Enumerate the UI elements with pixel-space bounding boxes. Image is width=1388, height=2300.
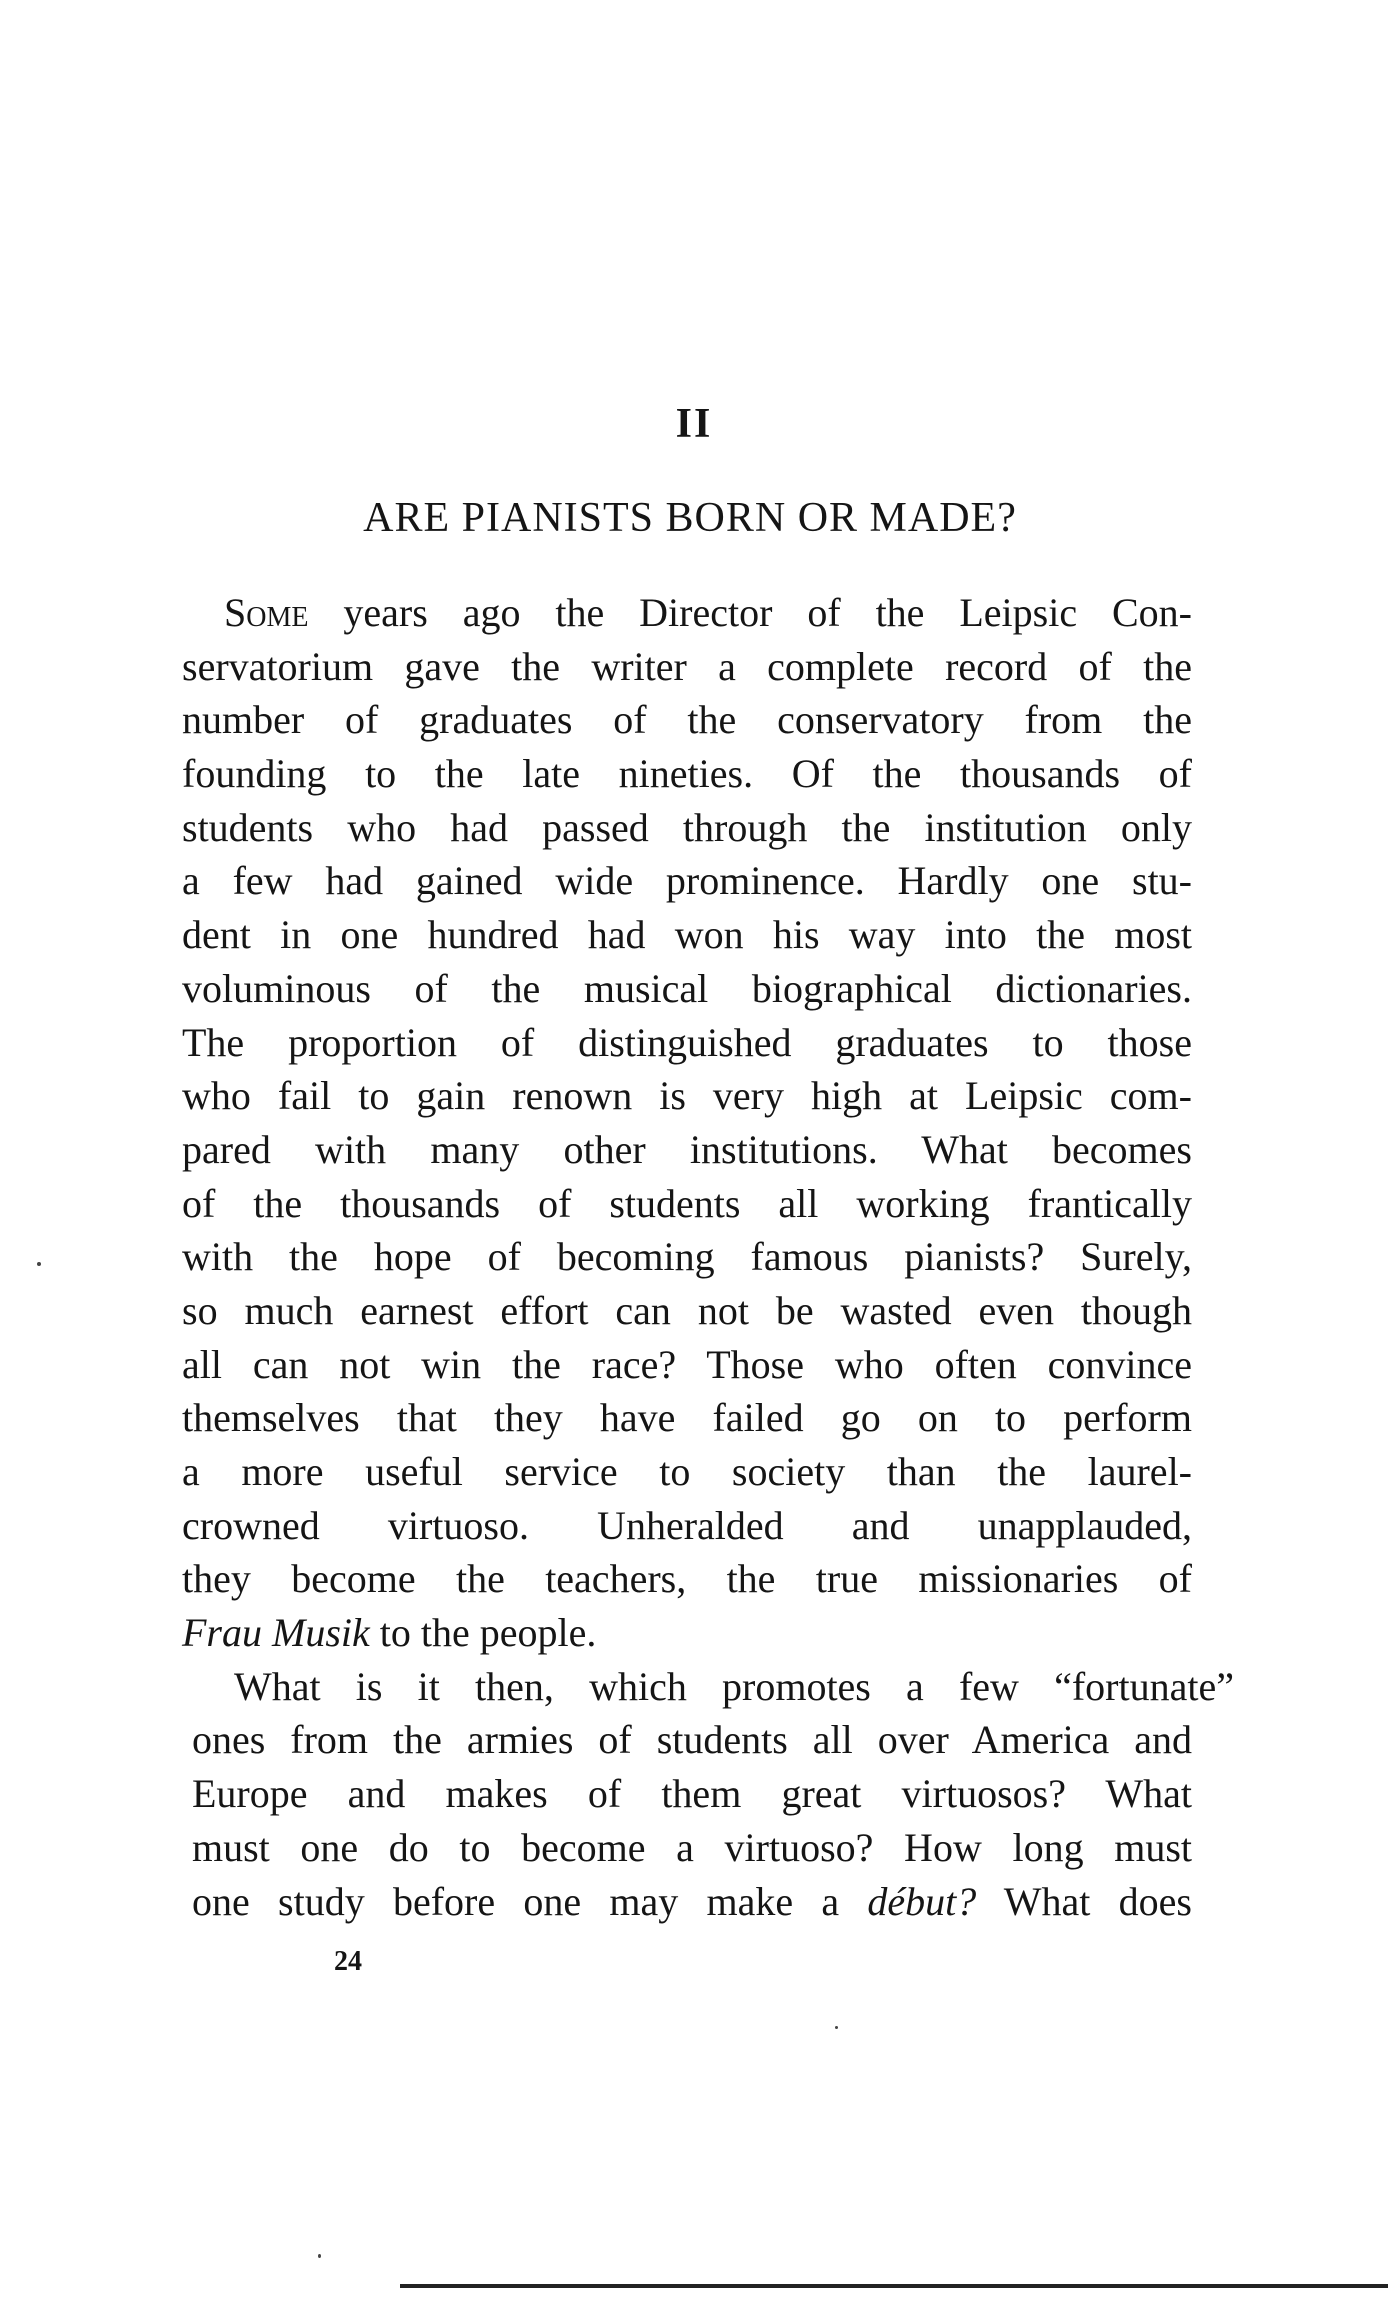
text-line: who fail to gain renown is very high at Leipsic com- bbox=[182, 1073, 1192, 1119]
text-line: must one do to become a virtuoso? How long must bbox=[192, 1824, 1192, 1870]
scan-speck bbox=[37, 1262, 41, 1266]
scan-speck bbox=[318, 2254, 321, 2258]
text-line: of the thousands of students all working frantically bbox=[182, 1180, 1192, 1226]
text-line: servatorium gave the writer a complete record of the bbox=[182, 643, 1192, 689]
page-number: 24 bbox=[334, 1946, 362, 1977]
text-fragment: to the people. bbox=[369, 1610, 597, 1656]
text-line: pared with many other institutions. What becomes bbox=[182, 1126, 1192, 1172]
text-line: The proportion of distinguished graduates to those bbox=[182, 1019, 1192, 1065]
text-fragment: one study before one may make a bbox=[192, 1878, 868, 1924]
text-fragment: What does bbox=[976, 1878, 1193, 1924]
text-line bbox=[182, 586, 1192, 640]
text-line: What is it then, which promotes a few “fortunate” bbox=[234, 1663, 1234, 1709]
italic-phrase: Frau Musik bbox=[182, 1610, 370, 1656]
text-line bbox=[192, 1875, 1192, 1929]
italic-phrase: début? bbox=[867, 1878, 977, 1924]
text-line: students who had passed through the institution only bbox=[182, 804, 1192, 850]
text-line: crowned virtuoso. Unheralded and unapplauded, bbox=[182, 1502, 1192, 1548]
text-line: a more useful service to society than the laurel- bbox=[182, 1449, 1192, 1494]
text-line: a few had gained wide prominence. Hardly one stu- bbox=[182, 858, 1192, 904]
text-line: ones from the armies of students all over America and bbox=[192, 1717, 1192, 1763]
text-fragment: years ago the Director of the Leipsic Con- bbox=[308, 590, 1192, 635]
page-edge-shadow bbox=[400, 2284, 1388, 2288]
text-line: founding to the late nineties. Of the thousands of bbox=[182, 751, 1192, 797]
text-line: Europe and makes of them great virtuosos? What bbox=[192, 1771, 1192, 1817]
text-line: so much earnest effort can not be wasted even though bbox=[182, 1287, 1192, 1333]
text-line: dent in one hundred had won his way into the most bbox=[182, 912, 1192, 958]
text-line: number of graduates of the conservatory from the bbox=[182, 697, 1192, 743]
body-text bbox=[182, 586, 1234, 1928]
text-line: themselves that they have failed go on to perform bbox=[182, 1395, 1192, 1441]
dropword: Some bbox=[224, 590, 309, 635]
scan-speck bbox=[835, 2026, 838, 2029]
text-line: voluminous of the musical biographical dictionaries. bbox=[182, 965, 1192, 1011]
text-line: with the hope of becoming famous pianists? Surely, bbox=[182, 1234, 1192, 1280]
chapter-number: II bbox=[675, 401, 713, 447]
text-line bbox=[182, 1606, 1192, 1660]
text-line: all can not win the race? Those who often convince bbox=[182, 1341, 1192, 1387]
chapter-title: ARE PIANISTS BORN OR MADE? bbox=[363, 495, 1017, 541]
text-line: they become the teachers, the true missionaries of bbox=[182, 1556, 1192, 1602]
